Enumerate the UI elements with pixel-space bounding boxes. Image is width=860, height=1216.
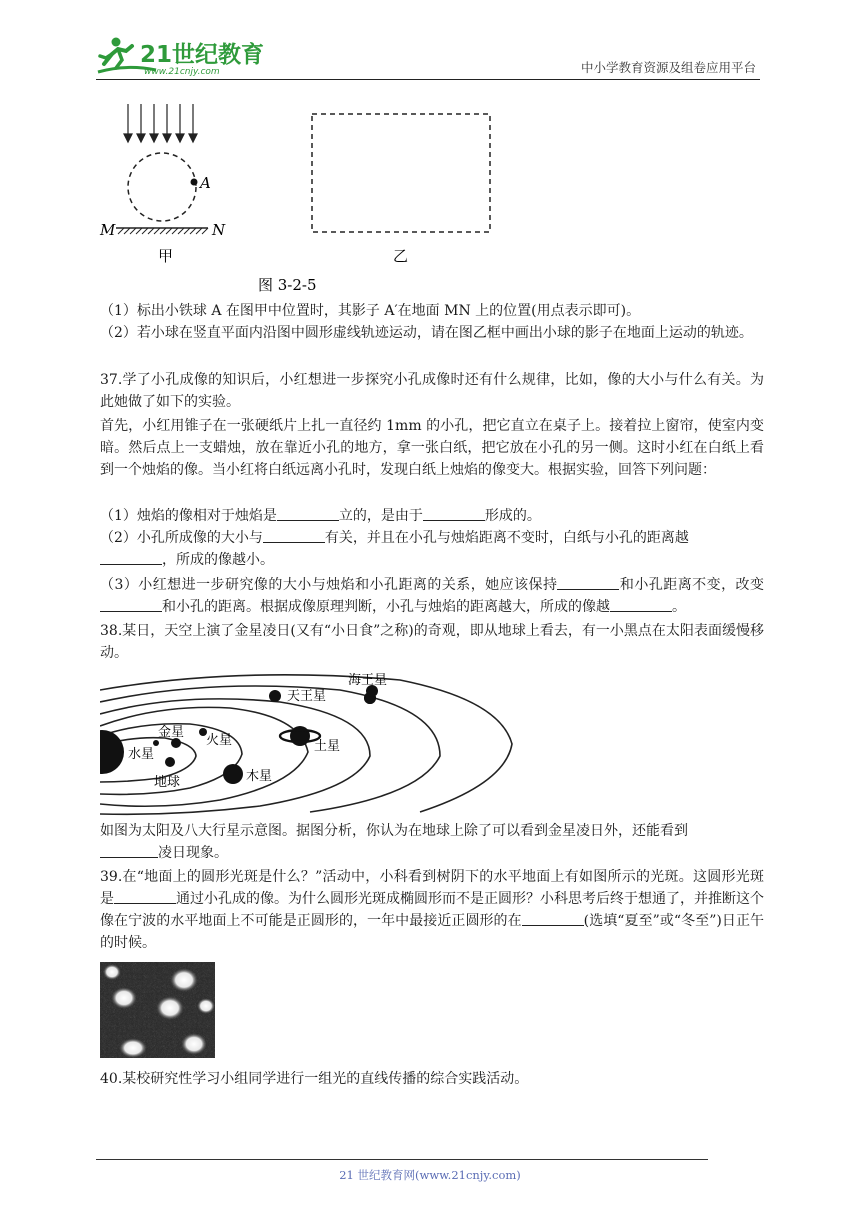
q37-q1-text-b: 立的，是由于	[338, 508, 423, 524]
header-divider	[96, 79, 760, 80]
q38-question	[100, 820, 764, 864]
planet-diqiu-dot	[165, 757, 175, 767]
label-jinxing: 金星	[158, 725, 185, 740]
circular-track	[128, 153, 196, 221]
label-m: M	[100, 221, 116, 239]
ground-hatch	[118, 228, 208, 234]
q37-body: 首先，小红用锥子在一张硬纸片上扎一直径约 1mm 的小孔，把它直立在桌子上。接着拉上窗帘，使室内变暗。然后点上一支蜡烛，放在靠近小孔的地方，拿一张白纸，把它放在小孔的另一侧。这时小红在白纸上看到一个烛焰的像。当小红将白纸远离小孔时，发现白纸上烛焰的像变大。根据实验，回答下列问题：	[100, 418, 764, 478]
q39-question	[100, 866, 764, 954]
answer-blank[interactable]	[610, 597, 672, 612]
frame-yi	[312, 114, 490, 232]
sun	[100, 730, 124, 774]
label-tianwang: 天王星	[287, 689, 327, 704]
label-yi: 乙	[393, 247, 409, 265]
footer-divider	[96, 1159, 708, 1160]
figure-3-2-5	[96, 100, 516, 300]
light-spots-photo	[100, 962, 215, 1058]
planet-shuixing-dot	[153, 740, 159, 746]
q38-text-a: 如图为太阳及八大行星示意图。据图分析，你认为在地球上除了可以看到金星凌日外，还能看到	[100, 823, 688, 839]
q37-question3	[100, 574, 764, 618]
q37-q3-text-d: 。	[672, 599, 686, 615]
label-diqiu: 地球	[154, 775, 181, 790]
q37-q3-text-b: 和小孔距离不变，改变	[619, 577, 764, 593]
label-haiwang: 海王星	[348, 673, 388, 688]
planet-muxing-dot	[223, 764, 243, 784]
label-tuxing: 土星	[314, 739, 341, 754]
light-rays-icon	[124, 104, 197, 142]
q37-q2-text-a: （2）小孔所成像的大小与	[100, 530, 263, 546]
site-logo	[96, 34, 266, 78]
q37-intro: 37.学了小孔成像的知识后，小红想进一步探究小孔成像时还有什么规律，比如，像的大小与什么有关。为此她做了如下的实验。	[100, 372, 764, 410]
q38-intro: 38.某日，天空上演了金星凌日(又有“小日食”之称)的奇观，即从地球上看去，有一小黑点在太阳表面缓慢移动。	[100, 623, 764, 661]
q37-question2	[100, 527, 764, 571]
logo-text: 21世纪教育	[140, 42, 265, 68]
planet-dot	[269, 690, 281, 702]
page-header	[96, 34, 760, 80]
solar-system-diagram	[100, 664, 520, 816]
label-n: N	[212, 221, 226, 239]
q37-q1-text-c: 形成的。	[484, 508, 541, 524]
label-muxing: 木星	[246, 769, 273, 784]
label-jia: 甲	[158, 247, 174, 265]
label-a: A	[200, 174, 211, 192]
q37-q3-text-a: （3）小红想进一步研究像的大小与烛焰和小孔距离的关系，她应该保持	[100, 577, 558, 593]
answer-blank[interactable]	[114, 889, 176, 904]
ball-a	[191, 179, 198, 186]
answer-blank[interactable]	[423, 506, 485, 521]
q40-text: 40.某校研究性学习小组同学进行一组光的直线传播的综合实践活动。	[100, 1071, 529, 1087]
q37-q2-text-c: ，所成的像越小。	[162, 552, 274, 568]
answer-blank[interactable]	[263, 528, 325, 543]
label-shuixing: 水星	[128, 747, 155, 762]
q37-question1	[100, 505, 764, 527]
q39-text-b: 通过小孔成的像。为什么圆形光斑成椭圆形而不是正圆形？小科思考后终于想通了，并推断这个像在宁波的水平地面上不可能是正圆形的，一年中最接近正圆形的在	[100, 891, 764, 929]
q37-q1-text-a: （1）烛焰的像相对于烛焰是	[100, 508, 277, 524]
answer-blank[interactable]	[557, 575, 619, 590]
label-huoxing: 火星	[206, 733, 233, 748]
q39-text-c: (选填“夏至”或“冬至”)日正午的时候。	[100, 913, 764, 951]
footer-text: 21 世纪教育网(www.21cnjy.com)	[339, 1168, 521, 1182]
answer-blank[interactable]	[522, 911, 584, 926]
q36-part1: （1）标出小铁球 A 在图甲中位置时，其影子 A′在地面 MN 上的位置(用点表示即可)。	[100, 303, 641, 319]
q39-text-a: 39.在“地面上的圆形光斑是什么？”活动中，小科看到树阴下的水平地面上有如图所示的光斑。这圆形光斑是	[100, 869, 764, 907]
q37-q3-text-c: 和小孔的距离。根据成像原理判断，小孔与烛焰的距离越大，所成的像越	[162, 599, 610, 615]
answer-blank[interactable]	[100, 843, 158, 858]
answer-blank[interactable]	[100, 597, 162, 612]
logo-url: www.21cnjy.com	[144, 67, 220, 77]
q37-q2-text-b: 有关，并且在小孔与烛焰距离不变时，白纸与小孔的距离越	[324, 530, 689, 546]
figure-caption: 图 3-2-5	[258, 276, 317, 294]
q38-text-b: 凌日现象。	[158, 845, 228, 861]
answer-blank[interactable]	[277, 506, 339, 521]
answer-blank[interactable]	[100, 550, 162, 565]
q36-part2: （2）若小球在竖直平面内沿图中圆形虚线轨迹运动，请在图乙框中画出小球的影子在地面上运动的轨迹。	[100, 325, 753, 341]
header-platform-text: 中小学教育资源及组卷应用平台	[580, 60, 756, 75]
